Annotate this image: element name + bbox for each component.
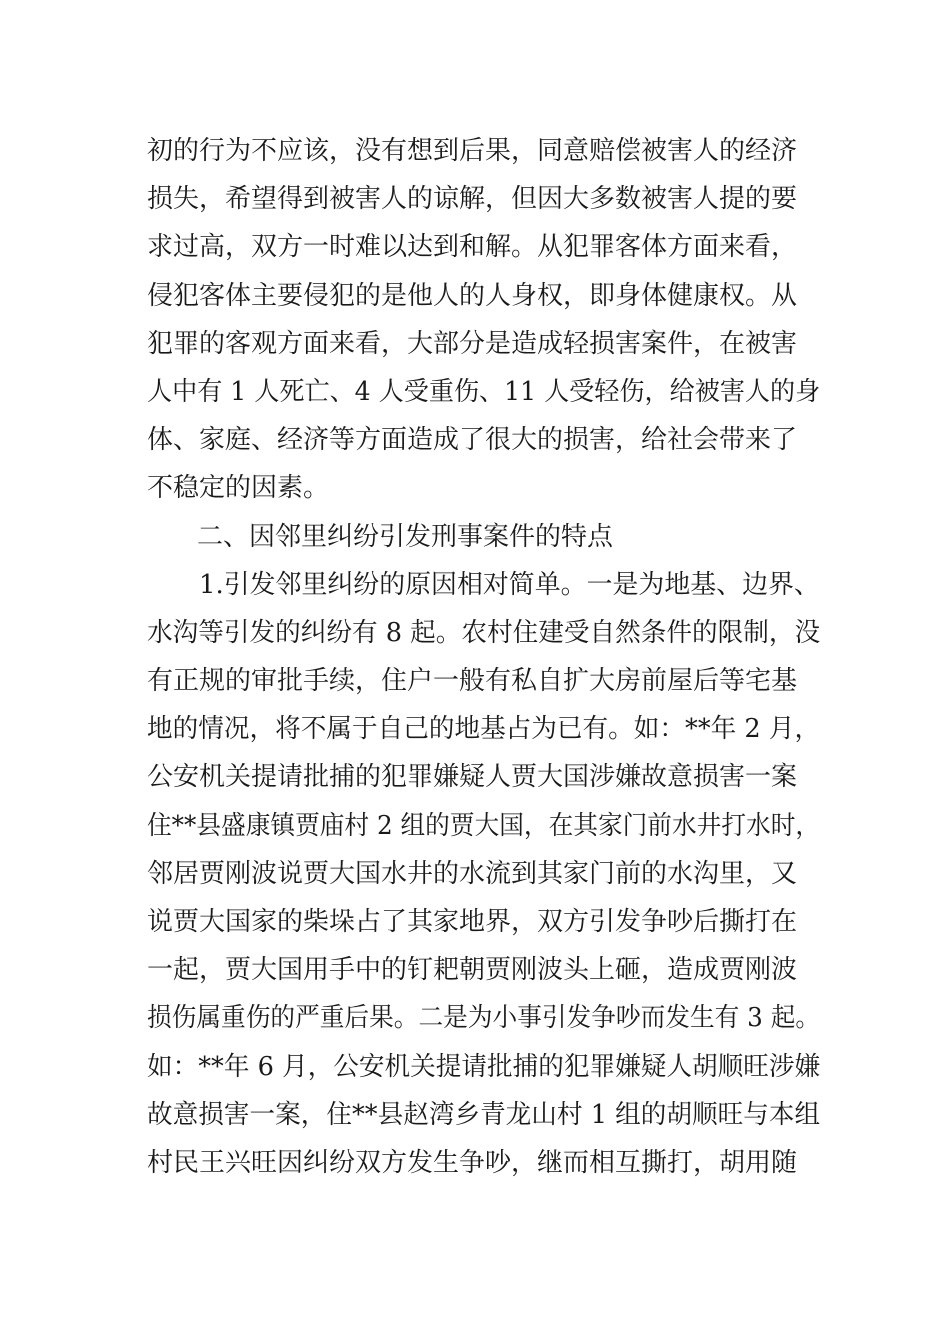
text-line: [0, 175, 950, 223]
text-line-content: 有正规的审批手续，住户一般有私自扩大房前屋后等宅基: [147, 666, 798, 697]
text-line: [0, 802, 950, 850]
text-line: [0, 1043, 950, 1091]
text-line-content: 说贾大国家的柴垛占了其家地界，双方引发争吵后撕打在: [147, 907, 798, 937]
section-heading: [0, 513, 950, 561]
body-text: [0, 127, 950, 1187]
text-line-content: 如：**年 6 月，公安机关提请批捕的犯罪嫌疑人胡顺旺涉嫌: [147, 1051, 821, 1082]
text-line-content: 1.引发邻里纠纷的原因相对简单。一是为地基、边界、: [199, 569, 820, 600]
text-line-content: 一起，贾大国用手中的钉耙朝贾刚波头上砸，造成贾刚波: [147, 955, 798, 986]
text-line-content: 故意损害一案，住**县赵湾乡青龙山村 1 组的胡顺旺与本组: [147, 1099, 821, 1130]
text-line-content: 损失，希望得到被害人的谅解，但因大多数被害人提的要: [147, 184, 798, 215]
text-line: [0, 416, 950, 464]
text-line: [0, 127, 950, 175]
text-line: [0, 368, 950, 416]
text-line-content: 犯罪的客观方面来看，大部分是造成轻损害案件，在被害: [147, 328, 798, 359]
text-line: [0, 705, 950, 753]
text-line: [0, 223, 950, 271]
text-line-content: 初的行为不应该，没有想到后果，同意赔偿被害人的经济: [147, 136, 798, 166]
text-line: [0, 850, 950, 898]
text-line-content: 公安机关提请批捕的犯罪嫌疑人贾大国涉嫌故意损害一案: [147, 762, 798, 793]
text-line: [0, 320, 950, 368]
text-line: [0, 272, 950, 320]
text-line-content: 邻居贾刚波说贾大国水井的水流到其家门前的水沟里，又: [147, 858, 798, 889]
text-line-content: 人中有 1 人死亡、4 人受重伤、11 人受轻伤，给被害人的身: [147, 376, 821, 407]
text-line: [0, 946, 950, 994]
text-line-content: 地的情况，将不属于自己的地基占为已有。如：**年 2 月，: [147, 714, 821, 745]
text-line-content: 住**县盛康镇贾庙村 2 组的贾大国，在其家门前水井打水时，: [147, 810, 821, 841]
text-line: [0, 898, 950, 946]
text-line-content: 村民王兴旺因纠纷双方发生争吵，继而相互撕打，胡用随: [147, 1147, 798, 1178]
section-heading-text: 二、因邻里纠纷引发刑事案件的特点: [197, 521, 614, 552]
text-line-content: 不稳定的因素。: [147, 473, 330, 504]
text-line: [0, 464, 950, 512]
text-line-content: 水沟等引发的纠纷有 8 起。农村住建受自然条件的限制，没: [147, 617, 821, 648]
text-line: [0, 609, 950, 657]
text-line: [0, 1091, 950, 1139]
text-line: [0, 753, 950, 801]
text-line: [0, 561, 950, 609]
text-line: [0, 1139, 950, 1187]
text-line-content: 求过高，双方一时难以达到和解。从犯罪客体方面来看，: [147, 232, 798, 263]
text-line-content: 体、家庭、经济等方面造成了很大的损害，给社会带来了: [147, 425, 798, 456]
text-line-content: 侵犯客体主要侵犯的是他人的人身权，即身体健康权。从: [147, 280, 798, 311]
text-line: [0, 994, 950, 1042]
text-line: [0, 657, 950, 705]
text-line-content: 损伤属重伤的严重后果。二是为小事引发争吵而发生有 3 起。: [147, 1003, 821, 1034]
